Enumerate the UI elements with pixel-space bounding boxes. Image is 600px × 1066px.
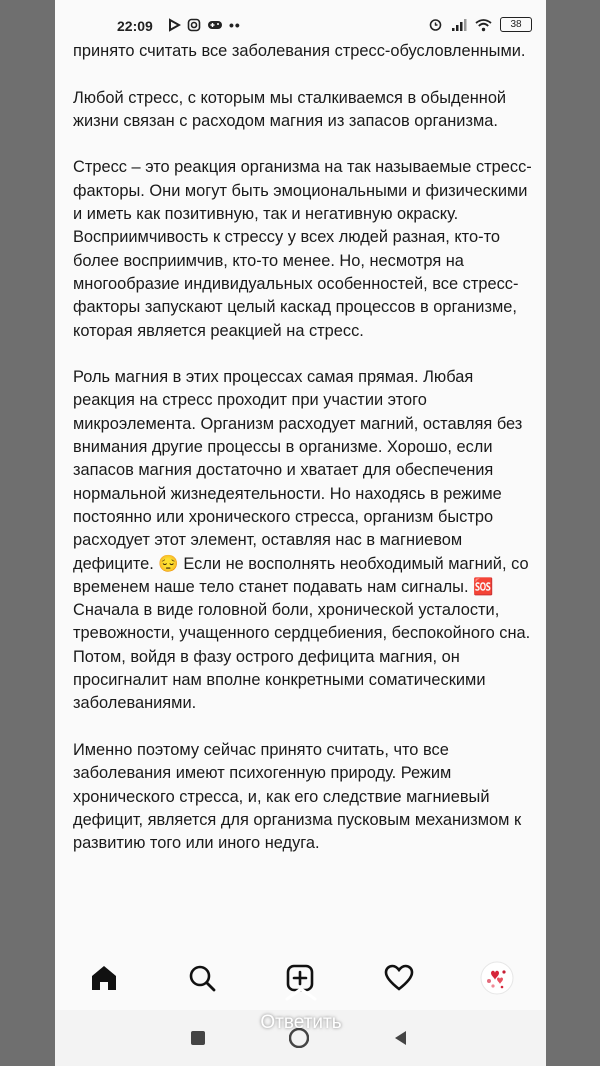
paragraph: Роль магния в этих процессах самая прямая. Любая реакция на стресс проходит при участии этого микроэлемента. Организм расходует магний, оставляя без внимания другие процессы в организме. Хорошо, если запасов магния достаточно и хватает для обеспечения нормальной жизнедеятельности. Но находясь в режиме постоянно или хронического стресса, организм быстро расходует этот элемент, оставляя нас в магниевом дефиците. 😔 Если не восполнять необходимый магний, со временем наше тело станет подавать нам сигналы. 🆘 Сначала в виде головной боли, хронической усталости, тревожности, учащенного сердцебиения, беспокойного сна. Потом, войдя в фазу острого дефицита магния, он просигналит нам вполне конкретными соматическими заболеваниями. [73, 368, 531, 713]
battery-icon: 38 [500, 17, 532, 32]
chevron-up-icon [283, 985, 319, 1003]
heart-icon [384, 963, 414, 993]
more-dots-icon: •• [229, 17, 241, 33]
home-icon [89, 963, 119, 993]
search-icon [187, 963, 217, 993]
instagram-icon [187, 18, 201, 32]
nav-activity-button[interactable] [377, 956, 421, 1000]
paragraph: Любой стресс, с которым мы сталкиваемся в обыденной жизни связан с расходом магния из запасов организма. [73, 88, 507, 130]
post-caption [73, 40, 533, 879]
nav-profile-button[interactable] [475, 956, 519, 1000]
paragraph: принято считать все заболевания стресс-обусловленными. [73, 42, 526, 60]
play-icon [167, 18, 181, 32]
phone-screen [55, 0, 546, 1066]
profile-avatar [480, 961, 514, 995]
status-bar [55, 14, 546, 40]
alarm-icon [428, 17, 443, 32]
nav-home-button[interactable] [82, 956, 126, 1000]
signal-icon [451, 18, 467, 32]
paragraph: Именно поэтому сейчас принято считать, что все заболевания имеют психогенную природу. Режим хронического стресса, и, как его следствие магниевый дефицит, является для организма пусковым механизмом к развитию того или иного недуга. [73, 740, 522, 853]
paragraph: Стресс – это реакция организма на так называемые стресс-факторы. Они могут быть эмоциональными и физическими и иметь как позитивную, так и негативную окраску. Восприимчивость к стрессу у всех людей разная, кто-то более восприимчив, кто-то менее. Но, несмотря на многообразие индивидуальных особенностей, все стресс-факторы запускают целый каскад процессов в организме, которая является реакцией на стресс. [73, 158, 532, 340]
nav-search-button[interactable] [180, 956, 224, 1000]
status-time: 22:09 [117, 18, 153, 34]
wifi-icon [475, 18, 492, 32]
recent-apps-button[interactable] [190, 1030, 206, 1046]
back-button[interactable] [392, 1029, 408, 1047]
reply-button[interactable]: Ответить [260, 1012, 342, 1033]
gamepad-icon [207, 18, 223, 32]
